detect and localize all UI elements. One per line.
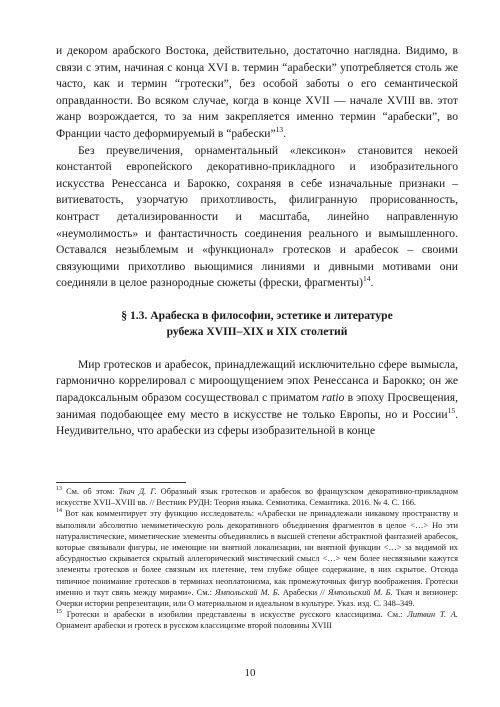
section-heading-line-2: рубежа XVIII–XIX и XIX столетий — [166, 325, 348, 339]
paragraph-3-text-c: . Неудивительно, что арабески из сферы изобразительной в конце — [56, 407, 458, 438]
footnote-ref-15[interactable]: 15 — [447, 405, 456, 415]
footnote-13-text-a: См. об этом: — [62, 487, 119, 496]
section-heading-line-1: § 1.3. Арабеска в философии, эстетике и литературе — [121, 308, 393, 322]
main-text — [56, 43, 458, 440]
paragraph-2-end: . — [370, 276, 374, 290]
footnote-15-text-b: Орнамент арабески и гротеск в русском классицизме второй половины XVIII — [56, 621, 332, 631]
footnote-13 — [56, 486, 458, 508]
footnote-15-text-a: Гротески и арабески в изобилии представлены в искусстве русского классицизма. См.: — [62, 610, 408, 620]
paragraph-2-text: Без преувеличения, орнаментальный «лексикон» становится некоей константой европейского декоративно-прикладного и изобразительного искусства Ренессанса и Барокко, сохраняя в себе изначальные признаки – витиеватость, узорчатую прихотливость, филигранную прорисованность, контраст детализированности и масштаба, линейно направленную «неумолимость» и фантастичность соединения реального и вымышленного. Оставался незыблемым и «функционал» гротесков и арабесок – своими связующими прихотливо вьющимися линиями и дивными мотивами они соединяли в целое разнородные сюжеты (фрески, фрагменты) — [56, 143, 458, 290]
paragraph-1-end: . — [283, 126, 287, 140]
footnote-14-author-2: Ямпольский М. Б. — [327, 587, 393, 597]
footnotes — [56, 486, 458, 632]
footnote-14-number: 14 — [56, 508, 62, 515]
footnote-13-number: 13 — [56, 486, 62, 493]
footnote-ref-13[interactable]: 13 — [275, 125, 284, 135]
paragraph-2 — [56, 143, 458, 292]
paragraph-3-text-a: Мир гротесков и арабесок, принадлежащий исключительно сфере вымысла, гармонично коррелировал с мироощущением эпох Ренессанса и Барокко; он же парадоксальным образом сосуществовал с приматом — [56, 357, 458, 404]
paragraph-1-text: и декором арабского Востока, действительно, достаточно наглядна. Видимо, в связи с этим, начиная с конца XVI в. термин “арабески” употребляется столь же часто, как и термин “гротески”, без особой заботы о его семантической оправданности. Во всяком случае, когда в конце XVII — начале XVIII вв. этот жанр возрождается, то за ним закрепляется именно термин “арабески”, во Франции часто деформируемый в “рабески” — [56, 44, 458, 140]
footnote-14-text-a: Вот как комментирует эту функцию исследователь: «Арабески не принадлежали никакому пространству и выполняли абсолютно немиметическую роль декоративного объединения фрагментов в целое <…> Но эти натуралистические, миметические элементы объединялись в высшей степени абстрактной фантазией арабесок, которые связывали фигуры, не имеющие ни внятной локализации, ни внятной функции <…> за видимой их абсурдностью скрывается скрытый аллегорический мистический смысл <…> чем более несвязными кажутся элементы гротесков и более связным их плетение, тем глубже общее содержание, в них скрытое. Отсюда типичное понимание гротесков в терминах неоплатонизма, как промежуточных фигур воображения. Гротески именно и ткут связь между мирами». См.: — [56, 509, 458, 597]
page-number: 10 — [244, 667, 256, 679]
footnote-ref-14[interactable]: 14 — [362, 274, 371, 284]
footnote-14-text-c: Ткач и визионер: Очерки истории репрезентации, или О материальном и идеальном в культуре. Указ. изд. С. 348–349. — [56, 587, 458, 609]
footnote-15 — [56, 609, 458, 631]
footnote-15-author: Литвин Т. А. — [407, 610, 458, 620]
footnote-13-author: Ткач Д. Г. — [118, 487, 157, 496]
paragraph-3-text-b: в эпоху Просвещения, занимая подобающее ему место в искусстве не только Европы, но и России — [56, 390, 458, 421]
footnote-15-number: 15 — [56, 609, 62, 616]
footnote-separator — [56, 482, 186, 483]
footnote-13-text-b: Образный язык гротесков и арабесок во французском декоративно-прикладном искусстве XVII–XVIII вв. // Вестник РУДН: Теория языка. Семиотика. Семантика. 2016. № 4. С. 166. — [56, 487, 458, 508]
footnote-14 — [56, 508, 458, 609]
paragraph-3 — [56, 357, 458, 440]
footnote-14-author-1: Ямпольский М. Б. — [215, 587, 280, 597]
paragraph-1 — [56, 43, 458, 143]
paragraph-3-italic-term: ratio — [321, 390, 345, 404]
section-heading — [56, 308, 458, 341]
footnote-14-text-b: Арабески // — [279, 587, 328, 597]
